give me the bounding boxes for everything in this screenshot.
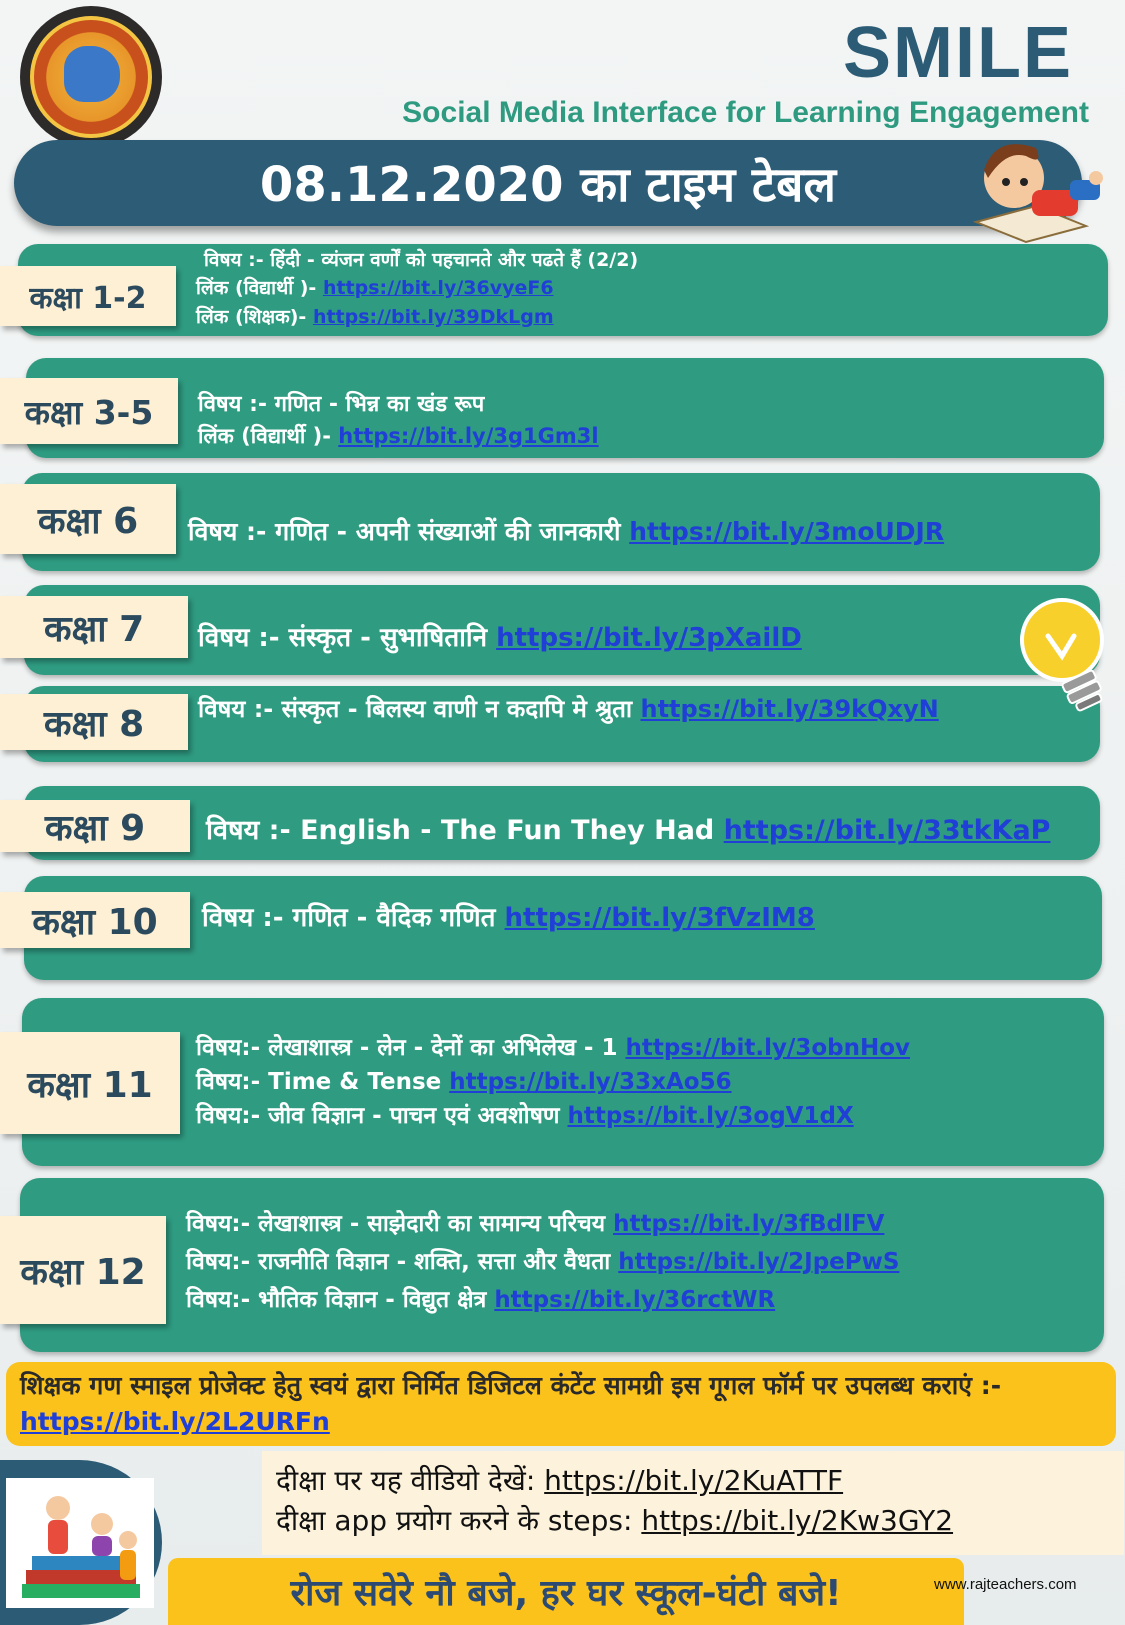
app-subtitle: Social Media Interface for Learning Engagement xyxy=(402,96,1089,129)
teacher-notice xyxy=(6,1362,1116,1446)
class-label-3-5: कक्षा 3-5 xyxy=(0,378,178,444)
class-label-8: कक्षा 8 xyxy=(0,694,188,750)
light-bulb-icon xyxy=(1018,596,1118,716)
link-9[interactable]: https://bit.ly/33tkKaP xyxy=(723,815,1051,846)
class-3-5-subject: विषय :- गणित - भिन्न का खंड रूप xyxy=(198,392,485,417)
class-10-subject: विषय :- गणित - वैदिक गणित https://bit.ly/3fVzIM8 xyxy=(202,903,815,933)
notice-form-link[interactable]: https://bit.ly/2L2URFn xyxy=(20,1407,330,1436)
class-label-12: कक्षा 12 xyxy=(0,1216,166,1324)
class-12-subject-1: विषय:- लेखाशास्त्र - साझेदारी का सामान्य परिचय https://bit.ly/3fBdlFV xyxy=(186,1211,885,1237)
link-7[interactable]: https://bit.ly/3pXailD xyxy=(496,623,802,653)
kids-on-books-icon xyxy=(6,1478,154,1608)
class-3-5-student-link: लिंक (विद्यार्थी )- https://bit.ly/3g1Gm3l xyxy=(198,424,599,448)
class-label-6: कक्षा 6 xyxy=(0,484,176,554)
class-8-subject: विषय :- संस्कृत - बिलस्य वाणी न कदापि मे श्रुता https://bit.ly/39kQxyN xyxy=(198,695,939,723)
class-label-11: कक्षा 11 xyxy=(0,1032,180,1134)
class-11-subject-2: विषय:- Time & Tense https://bit.ly/33xAo56 xyxy=(196,1069,732,1095)
link-12-2[interactable]: https://bit.ly/2JpePwS xyxy=(618,1249,900,1275)
app-title: SMILE xyxy=(842,13,1073,93)
diksha-video-link[interactable]: https://bit.ly/2KuATTF xyxy=(544,1464,844,1497)
class-1-2-student-link: लिंक (विद्यार्थी )- https://bit.ly/36vyeF6 xyxy=(196,277,554,299)
date-banner-text: 08.12.2020 का टाइम टेबल xyxy=(259,156,837,213)
link-1-2-teacher[interactable]: https://bit.ly/39DkLgm xyxy=(312,306,554,328)
link-11-2[interactable]: https://bit.ly/33xAo56 xyxy=(449,1069,732,1095)
date-banner xyxy=(14,140,1082,226)
class-1-2-teacher-link: लिंक (शिक्षक)- https://bit.ly/39DkLgm xyxy=(196,306,554,328)
slogan-banner xyxy=(168,1558,964,1625)
website-credit: www.rajteachers.com xyxy=(934,1576,1077,1593)
diksha-info xyxy=(262,1451,1124,1555)
class-1-2-subject: विषय :- हिंदी - व्यंजन वर्णों को पहचानते और पढते हैं (2/2) xyxy=(204,249,639,271)
link-6[interactable]: https://bit.ly/3moUDJR xyxy=(629,517,945,546)
class-label-7: कक्षा 7 xyxy=(0,596,188,658)
class-label-9: कक्षा 9 xyxy=(0,800,190,852)
link-8[interactable]: https://bit.ly/39kQxyN xyxy=(640,695,939,723)
diksha-video-line: दीक्षा पर यह वीडियो देखें: https://bit.ly/2KuATTF xyxy=(276,1464,844,1497)
class-11-subject-1: विषय:- लेखाशास्त्र - लेन - देनों का अभिलेख - 1 https://bit.ly/3obnHov xyxy=(196,1035,911,1061)
link-1-2-student[interactable]: https://bit.ly/36vyeF6 xyxy=(322,277,554,299)
class-9-subject: विषय :- English - The Fun They Had https://bit.ly/33tkKaP xyxy=(206,815,1051,846)
link-3-5-student[interactable]: https://bit.ly/3g1Gm3l xyxy=(338,424,599,448)
diksha-steps-line: दीक्षा app प्रयोग करने के steps: https://bit.ly/2Kw3GY2 xyxy=(276,1504,954,1537)
link-11-3[interactable]: https://bit.ly/3ogV1dX xyxy=(567,1103,854,1129)
slogan-text: रोज सवेरे नौ बजे, हर घर स्कूल-घंटी बजे! xyxy=(290,1573,842,1614)
logo-inner xyxy=(30,16,152,138)
reading-boy-icon xyxy=(966,126,1106,244)
diksha-steps-link[interactable]: https://bit.ly/2Kw3GY2 xyxy=(641,1504,954,1537)
class-6-subject: विषय :- गणित - अपनी संख्याओं की जानकारी https://bit.ly/3moUDJR xyxy=(188,517,945,546)
link-10[interactable]: https://bit.ly/3fVzIM8 xyxy=(504,903,815,933)
link-12-1[interactable]: https://bit.ly/3fBdlFV xyxy=(613,1211,885,1237)
link-12-3[interactable]: https://bit.ly/36rctWR xyxy=(494,1287,776,1313)
class-label-10: कक्षा 10 xyxy=(0,892,190,948)
class-11-subject-3: विषय:- जीव विज्ञान - पाचन एवं अवशोषण https://bit.ly/3ogV1dX xyxy=(196,1103,854,1129)
class-7-subject: विषय :- संस्कृत - सुभाषितानि https://bit.ly/3pXailD xyxy=(198,623,802,653)
class-label-1-2: कक्षा 1-2 xyxy=(0,266,176,326)
notice-text: शिक्षक गण स्माइल प्रोजेक्ट हेतु स्वयं द्वारा निर्मित डिजिटल कंटेंट सामग्री इस गूगल फॉर्म पर उपलब्ध कराएं :- xyxy=(20,1371,1002,1400)
logo-map-icon xyxy=(64,46,120,102)
logo-emblem xyxy=(20,6,162,148)
class-12-subject-2: विषय:- राजनीति विज्ञान - शक्ति, सत्ता और वैधता https://bit.ly/2JpePwS xyxy=(186,1249,900,1275)
link-11-1[interactable]: https://bit.ly/3obnHov xyxy=(625,1035,911,1061)
class-12-subject-3: विषय:- भौतिक विज्ञान - विद्युत क्षेत्र https://bit.ly/36rctWR xyxy=(186,1287,776,1313)
